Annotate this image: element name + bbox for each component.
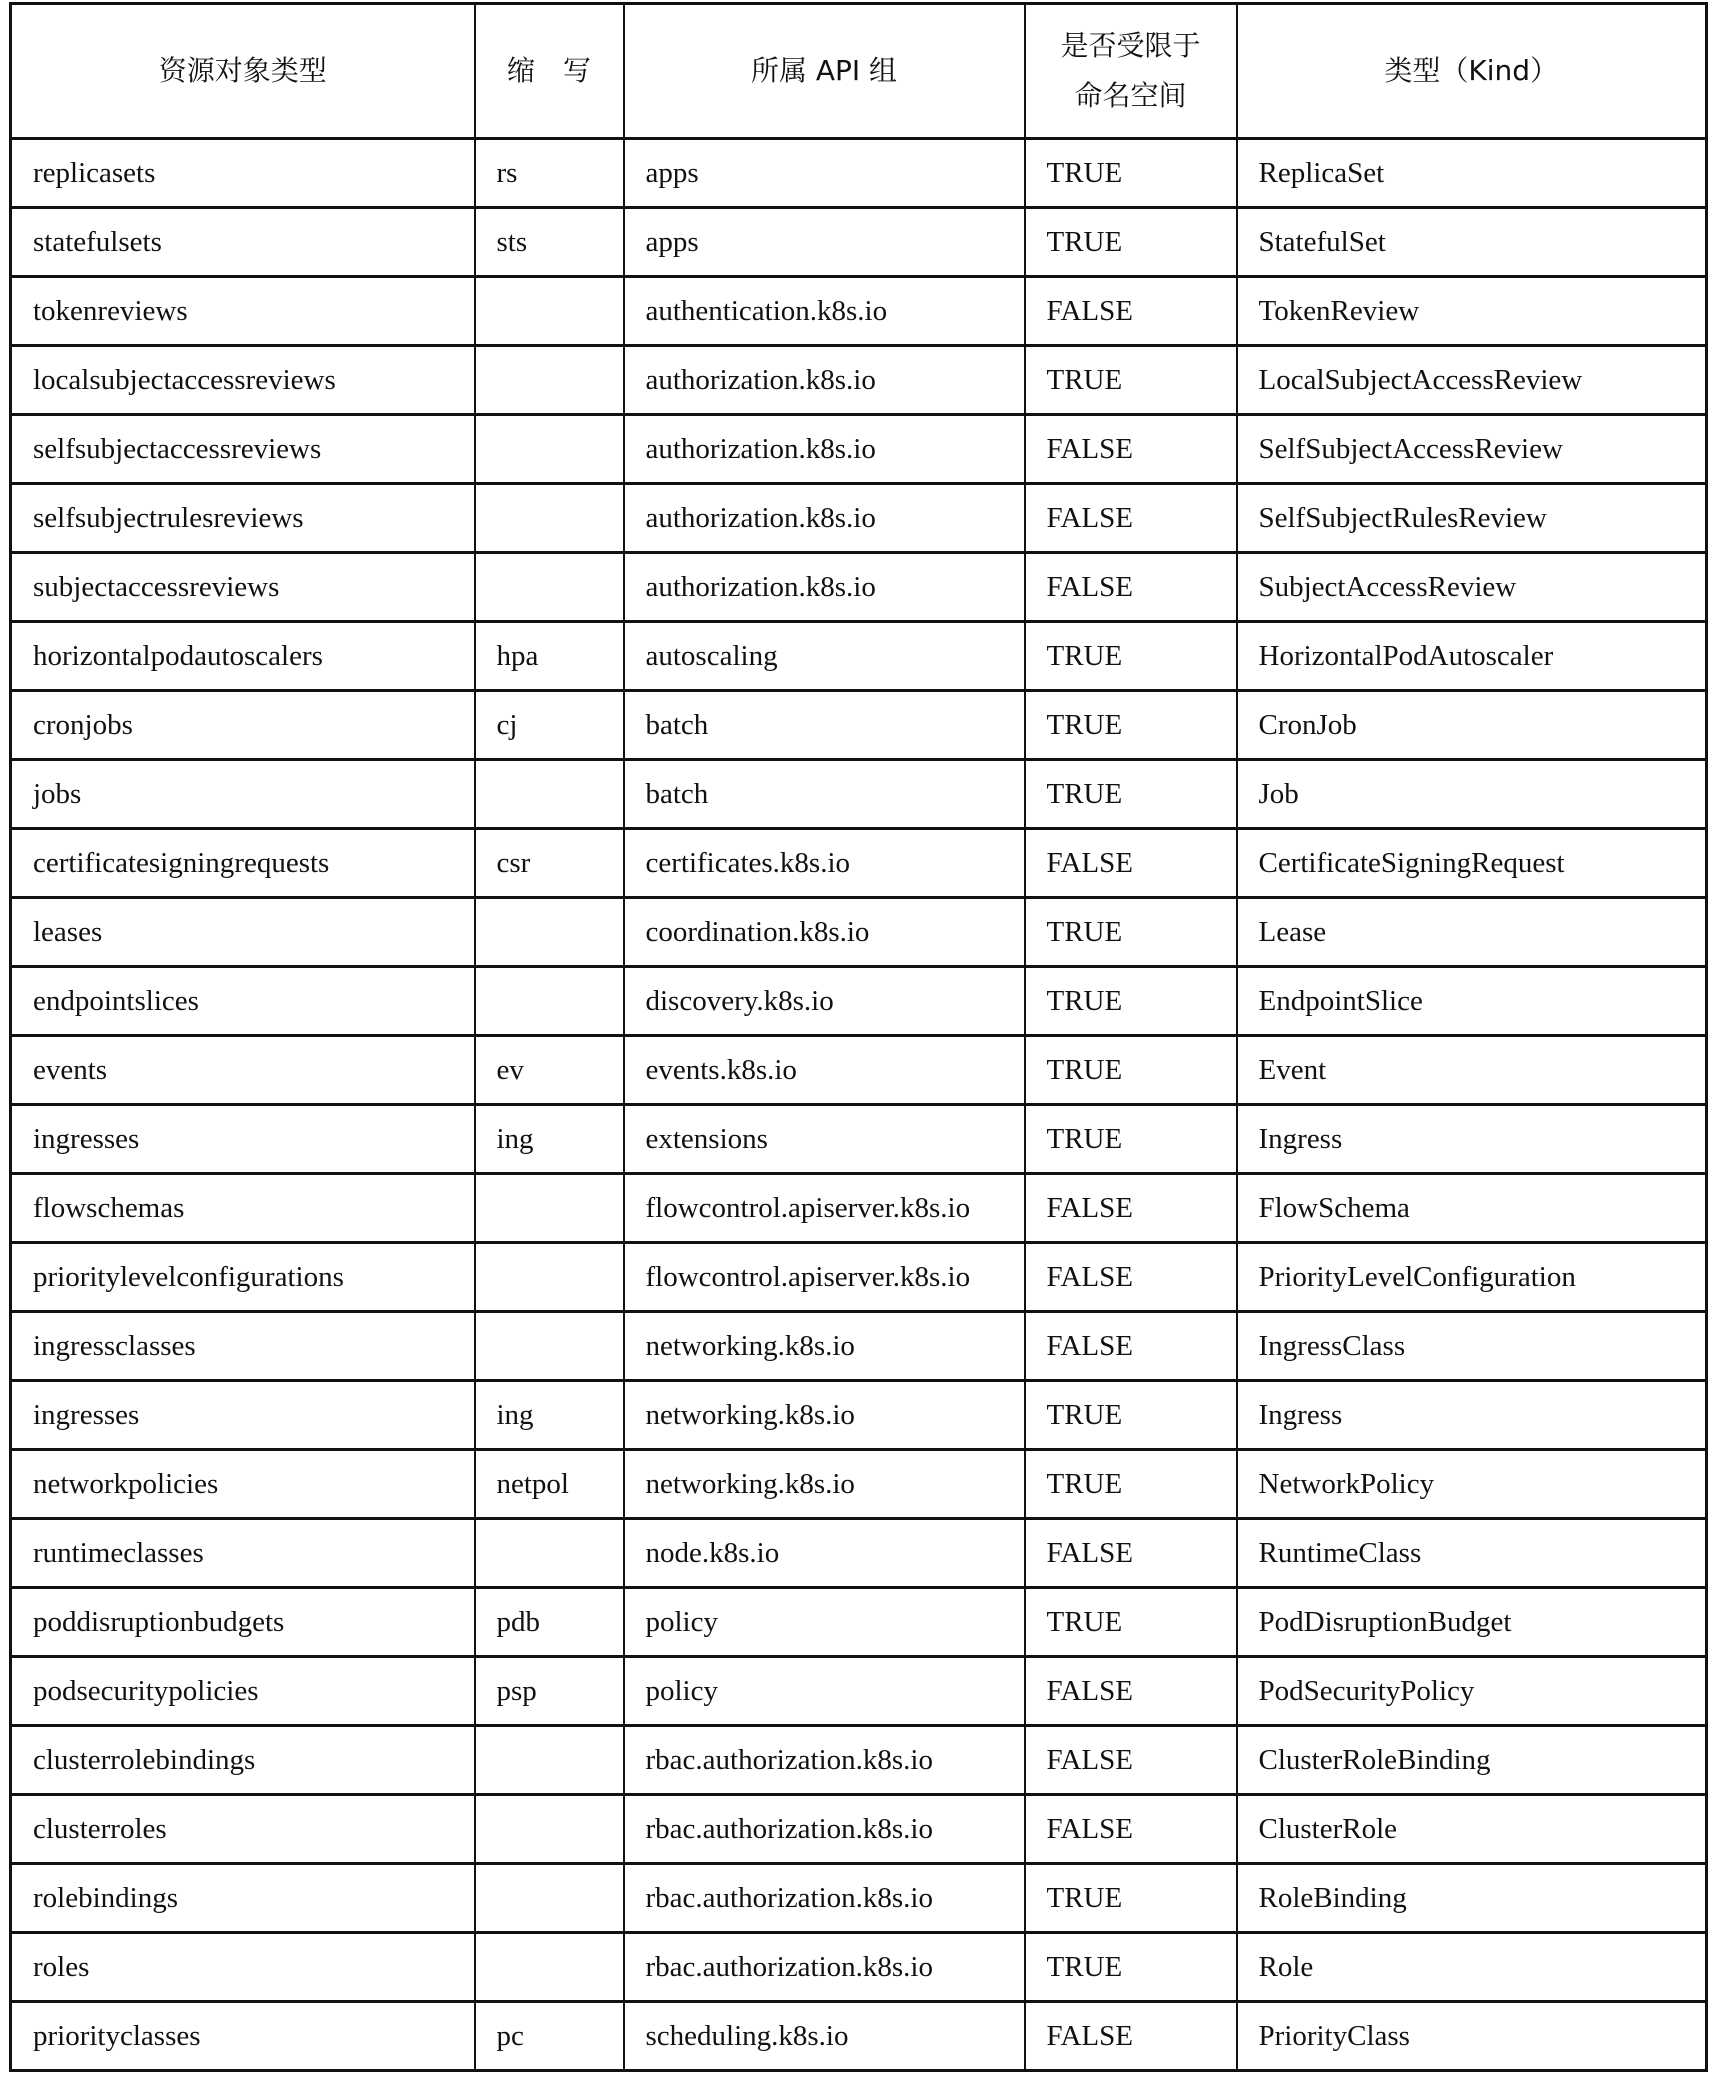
cell-resource: runtimeclasses <box>11 1519 475 1588</box>
cell-shortname <box>475 967 624 1036</box>
table-row <box>11 898 1707 967</box>
cell-shortname <box>475 1864 624 1933</box>
cell-shortname: hpa <box>475 622 624 691</box>
cell-namespaced: TRUE <box>1025 1864 1237 1933</box>
cell-shortname: ing <box>475 1381 624 1450</box>
cell-resource: tokenreviews <box>11 277 475 346</box>
cell-api-group: apps <box>624 139 1025 208</box>
table-row <box>11 1588 1707 1657</box>
cell-namespaced: FALSE <box>1025 829 1237 898</box>
cell-shortname: sts <box>475 208 624 277</box>
cell-kind: PodDisruptionBudget <box>1237 1588 1707 1657</box>
cell-api-group: authentication.k8s.io <box>624 277 1025 346</box>
table-row <box>11 691 1707 760</box>
cell-api-group: rbac.authorization.k8s.io <box>624 1795 1025 1864</box>
cell-namespaced: TRUE <box>1025 691 1237 760</box>
cell-shortname: csr <box>475 829 624 898</box>
table-row <box>11 622 1707 691</box>
cell-kind: ClusterRoleBinding <box>1237 1726 1707 1795</box>
header-api-group: 所属 API 组 <box>624 4 1025 139</box>
cell-resource: replicasets <box>11 139 475 208</box>
cell-namespaced: TRUE <box>1025 1381 1237 1450</box>
cell-shortname <box>475 1174 624 1243</box>
cell-kind: PriorityLevelConfiguration <box>1237 1243 1707 1312</box>
cell-shortname: rs <box>475 139 624 208</box>
table-row <box>11 1312 1707 1381</box>
cell-namespaced: FALSE <box>1025 415 1237 484</box>
cell-resource: subjectaccessreviews <box>11 553 475 622</box>
cell-namespaced: FALSE <box>1025 1726 1237 1795</box>
cell-kind: RoleBinding <box>1237 1864 1707 1933</box>
table-row <box>11 277 1707 346</box>
cell-kind: SelfSubjectAccessReview <box>1237 415 1707 484</box>
cell-resource: poddisruptionbudgets <box>11 1588 475 1657</box>
cell-namespaced: TRUE <box>1025 1105 1237 1174</box>
cell-namespaced: FALSE <box>1025 553 1237 622</box>
table-row <box>11 346 1707 415</box>
cell-api-group: policy <box>624 1588 1025 1657</box>
cell-namespaced: FALSE <box>1025 1657 1237 1726</box>
cell-api-group: rbac.authorization.k8s.io <box>624 1864 1025 1933</box>
cell-namespaced: TRUE <box>1025 1933 1237 2002</box>
cell-resource: clusterrolebindings <box>11 1726 475 1795</box>
cell-api-group: authorization.k8s.io <box>624 484 1025 553</box>
cell-namespaced: TRUE <box>1025 139 1237 208</box>
header-namespaced <box>1025 4 1237 139</box>
cell-shortname <box>475 1933 624 2002</box>
cell-api-group: authorization.k8s.io <box>624 346 1025 415</box>
table-row <box>11 415 1707 484</box>
cell-api-group: batch <box>624 760 1025 829</box>
cell-resource: prioritylevelconfigurations <box>11 1243 475 1312</box>
cell-kind: Ingress <box>1237 1105 1707 1174</box>
cell-namespaced: FALSE <box>1025 277 1237 346</box>
cell-resource: horizontalpodautoscalers <box>11 622 475 691</box>
table-row <box>11 1381 1707 1450</box>
cell-namespaced: TRUE <box>1025 622 1237 691</box>
cell-api-group: node.k8s.io <box>624 1519 1025 1588</box>
cell-resource: ingresses <box>11 1381 475 1450</box>
cell-shortname <box>475 484 624 553</box>
cell-namespaced: FALSE <box>1025 1519 1237 1588</box>
table-row <box>11 553 1707 622</box>
cell-kind: IngressClass <box>1237 1312 1707 1381</box>
cell-resource: podsecuritypolicies <box>11 1657 475 1726</box>
cell-shortname <box>475 1795 624 1864</box>
cell-kind: Job <box>1237 760 1707 829</box>
cell-namespaced: FALSE <box>1025 1243 1237 1312</box>
cell-kind: RuntimeClass <box>1237 1519 1707 1588</box>
cell-api-group: networking.k8s.io <box>624 1312 1025 1381</box>
cell-namespaced: TRUE <box>1025 898 1237 967</box>
cell-api-group: discovery.k8s.io <box>624 967 1025 1036</box>
cell-shortname: netpol <box>475 1450 624 1519</box>
table-row <box>11 208 1707 277</box>
table-row <box>11 1657 1707 1726</box>
cell-api-group: authorization.k8s.io <box>624 553 1025 622</box>
cell-kind: ClusterRole <box>1237 1795 1707 1864</box>
table-row <box>11 829 1707 898</box>
cell-api-group: events.k8s.io <box>624 1036 1025 1105</box>
cell-shortname <box>475 898 624 967</box>
cell-shortname <box>475 1243 624 1312</box>
table-row <box>11 1519 1707 1588</box>
cell-api-group: autoscaling <box>624 622 1025 691</box>
cell-resource: events <box>11 1036 475 1105</box>
cell-namespaced: TRUE <box>1025 208 1237 277</box>
header-namespaced-line1: 是否受限于 <box>1060 29 1201 62</box>
cell-resource: roles <box>11 1933 475 2002</box>
table-row <box>11 2002 1707 2071</box>
cell-api-group: networking.k8s.io <box>624 1450 1025 1519</box>
cell-namespaced: TRUE <box>1025 760 1237 829</box>
cell-kind: CronJob <box>1237 691 1707 760</box>
cell-api-group: coordination.k8s.io <box>624 898 1025 967</box>
cell-shortname <box>475 760 624 829</box>
cell-api-group: policy <box>624 1657 1025 1726</box>
cell-kind: SelfSubjectRulesReview <box>1237 484 1707 553</box>
cell-shortname <box>475 553 624 622</box>
cell-shortname <box>475 277 624 346</box>
cell-api-group: rbac.authorization.k8s.io <box>624 1933 1025 2002</box>
cell-kind: Role <box>1237 1933 1707 2002</box>
cell-resource: ingressclasses <box>11 1312 475 1381</box>
header-namespaced-line2: 命名空间 <box>1074 79 1187 112</box>
cell-shortname: ing <box>475 1105 624 1174</box>
cell-resource: selfsubjectaccessreviews <box>11 415 475 484</box>
cell-kind: TokenReview <box>1237 277 1707 346</box>
cell-kind: Event <box>1237 1036 1707 1105</box>
cell-shortname: pdb <box>475 1588 624 1657</box>
cell-kind: LocalSubjectAccessReview <box>1237 346 1707 415</box>
cell-api-group: networking.k8s.io <box>624 1381 1025 1450</box>
table-row <box>11 760 1707 829</box>
cell-resource: certificatesigningrequests <box>11 829 475 898</box>
header-kind: 类型（Kind） <box>1237 4 1707 139</box>
cell-shortname: cj <box>475 691 624 760</box>
cell-namespaced: FALSE <box>1025 1312 1237 1381</box>
cell-api-group: authorization.k8s.io <box>624 415 1025 484</box>
cell-shortname: psp <box>475 1657 624 1726</box>
table-row <box>11 1795 1707 1864</box>
cell-namespaced: FALSE <box>1025 1174 1237 1243</box>
table-row <box>11 1864 1707 1933</box>
table-row <box>11 1933 1707 2002</box>
cell-kind: SubjectAccessReview <box>1237 553 1707 622</box>
table-row <box>11 1105 1707 1174</box>
resource-table <box>9 2 1708 2072</box>
cell-resource: priorityclasses <box>11 2002 475 2071</box>
cell-api-group: flowcontrol.apiserver.k8s.io <box>624 1243 1025 1312</box>
table-row <box>11 139 1707 208</box>
cell-shortname <box>475 1519 624 1588</box>
cell-api-group: extensions <box>624 1105 1025 1174</box>
cell-api-group: rbac.authorization.k8s.io <box>624 1726 1025 1795</box>
cell-resource: networkpolicies <box>11 1450 475 1519</box>
cell-resource: cronjobs <box>11 691 475 760</box>
cell-namespaced: TRUE <box>1025 1036 1237 1105</box>
cell-namespaced: FALSE <box>1025 1795 1237 1864</box>
cell-shortname <box>475 1312 624 1381</box>
cell-namespaced: FALSE <box>1025 2002 1237 2071</box>
cell-kind: StatefulSet <box>1237 208 1707 277</box>
cell-kind: Lease <box>1237 898 1707 967</box>
cell-resource: clusterroles <box>11 1795 475 1864</box>
cell-resource: ingresses <box>11 1105 475 1174</box>
cell-resource: jobs <box>11 760 475 829</box>
cell-resource: selfsubjectrulesreviews <box>11 484 475 553</box>
cell-kind: CertificateSigningRequest <box>1237 829 1707 898</box>
table-row <box>11 1450 1707 1519</box>
cell-resource: statefulsets <box>11 208 475 277</box>
cell-kind: ReplicaSet <box>1237 139 1707 208</box>
cell-kind: Ingress <box>1237 1381 1707 1450</box>
cell-api-group: batch <box>624 691 1025 760</box>
cell-shortname <box>475 415 624 484</box>
cell-api-group: certificates.k8s.io <box>624 829 1025 898</box>
header-resource-type: 资源对象类型 <box>11 4 475 139</box>
table-row <box>11 1243 1707 1312</box>
header-shortname: 缩 写 <box>475 4 624 139</box>
table-row <box>11 1174 1707 1243</box>
cell-api-group: apps <box>624 208 1025 277</box>
cell-api-group: scheduling.k8s.io <box>624 2002 1025 2071</box>
table-row <box>11 1036 1707 1105</box>
cell-resource: localsubjectaccessreviews <box>11 346 475 415</box>
cell-resource: endpointslices <box>11 967 475 1036</box>
cell-resource: leases <box>11 898 475 967</box>
cell-shortname <box>475 1726 624 1795</box>
cell-shortname: pc <box>475 2002 624 2071</box>
cell-resource: flowschemas <box>11 1174 475 1243</box>
cell-namespaced: TRUE <box>1025 346 1237 415</box>
cell-namespaced: FALSE <box>1025 484 1237 553</box>
cell-shortname <box>475 346 624 415</box>
cell-kind: PodSecurityPolicy <box>1237 1657 1707 1726</box>
cell-namespaced: TRUE <box>1025 1450 1237 1519</box>
cell-namespaced: TRUE <box>1025 967 1237 1036</box>
header-row <box>11 4 1707 139</box>
cell-namespaced: TRUE <box>1025 1588 1237 1657</box>
table-row <box>11 967 1707 1036</box>
cell-resource: rolebindings <box>11 1864 475 1933</box>
table-row <box>11 1726 1707 1795</box>
cell-shortname: ev <box>475 1036 624 1105</box>
cell-kind: PriorityClass <box>1237 2002 1707 2071</box>
cell-kind: NetworkPolicy <box>1237 1450 1707 1519</box>
cell-api-group: flowcontrol.apiserver.k8s.io <box>624 1174 1025 1243</box>
cell-kind: EndpointSlice <box>1237 967 1707 1036</box>
table-row <box>11 484 1707 553</box>
cell-kind: FlowSchema <box>1237 1174 1707 1243</box>
cell-kind: HorizontalPodAutoscaler <box>1237 622 1707 691</box>
